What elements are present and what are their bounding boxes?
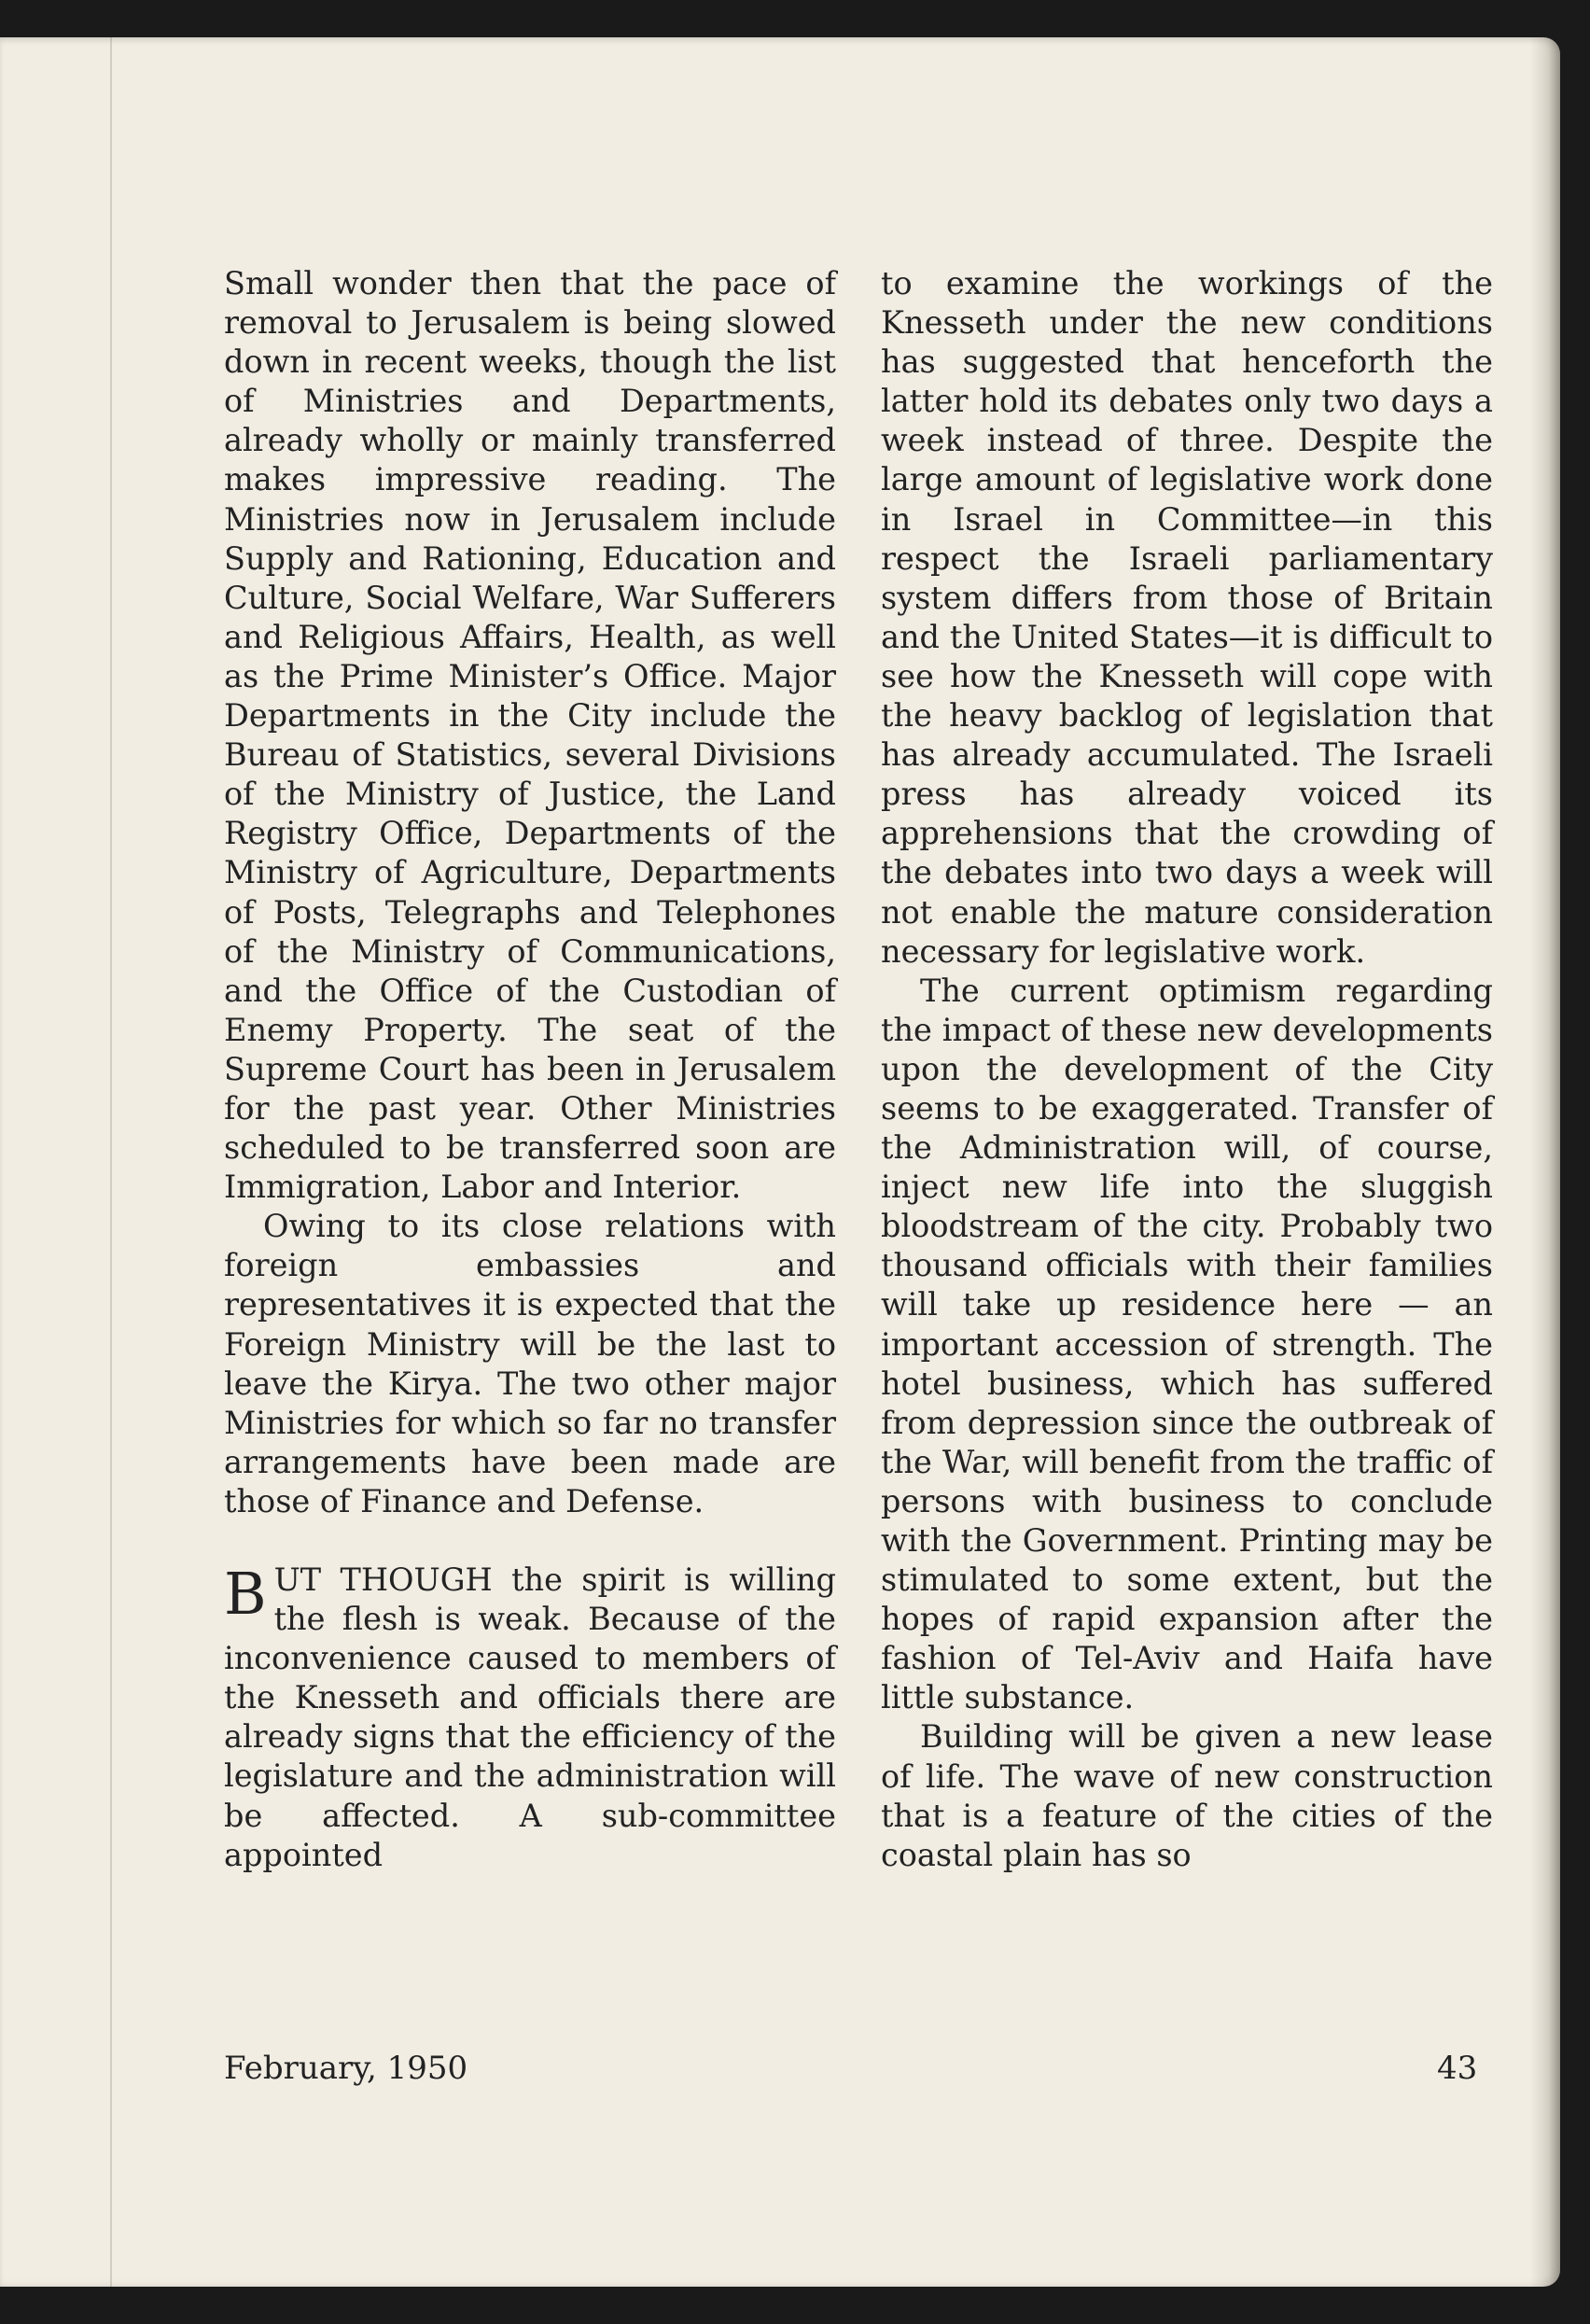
right-column xyxy=(881,264,1493,1875)
right-paragraph-1: to examine the workings of the Knesseth under the new conditions has suggested that henceforth the latter hold its debates only two days a week instead of three. Despite the large amount of legislative work done in Israel in Committee—in this respect the Israeli parliamentary system differs from those of Britain and the United States—it is difficult to see how the Knesseth will cope with the heavy backlog of legislation that has already accumulated. The Israeli press has already voiced its apprehensions that the crowding of the debates into two days a week will not enable the mature consideration necessary for legislative work. xyxy=(881,265,1493,970)
drop-cap: B xyxy=(224,1560,267,1628)
left-column xyxy=(224,264,836,1875)
page-edge-shadow xyxy=(1530,37,1560,2287)
binding-crease xyxy=(110,37,112,2287)
left-paragraph-1: Small wonder then that the pace of removal to Jerusalem is being slowed down in recent weeks, though the list of Ministries and Departments, already wholly or mainly transferred makes impressive reading. The Ministries now in Jerusalem include Supply and Rationing, Education and Culture, Social Welfare, War Sufferers and Religious Affairs, Health, as well as the Prime Minister’s Office. Major Departments in the City include the Bureau of Statistics, several Divisions of the Ministry of Justice, the Land Registry Office, Departments of the Ministry of Agriculture, Departments of Posts, Telegraphs and Telephones of the Ministry of Communications, and the Office of the Custodian of Enemy Property. The seat of the Supreme Court has been in Jerusalem for the past year. Other Ministries scheduled to be transferred soon are Immigration, Labor and Interior. xyxy=(224,265,836,1206)
right-paragraph-2: The current optimism regarding the impact of these new developments upon the development of the City seems to be exaggerated. Transfer of the Administration will, of course, inject new life into the sluggish bloodstream of the city. Probably two thousand officials with their families will take up residence here — an important accession of strength. The hotel business, which has suffered from depression since the outbreak of the War, will benefit from the traffic of persons with business to conclude with the Government. Printing may be stimulated to some extent, but the hopes of rapid expansion after the fashion of Tel-Aviv and Haifa have little substance. xyxy=(881,972,1493,1716)
footer-date: February, 1950 xyxy=(224,2050,468,2087)
left-paragraph-3-text: UT THOUGH the spirit is willing the flesh is weak. Because of the inconvenience caused to members of the Knesseth and officials there are already signs that the efficiency of the legislature and the administration will be affected. A sub-committee appointed xyxy=(224,1561,836,1873)
page-number: 43 xyxy=(1437,2050,1478,2087)
right-paragraph-3: Building will be given a new lease of life. The wave of new construction that is a feature of the cities of the coastal plain has so xyxy=(881,1718,1493,1873)
left-paragraph-3 xyxy=(224,1561,836,1875)
left-paragraph-2: Owing to its close relations with foreign embassies and representatives it is expected that the Foreign Ministry will be the last to leave the Kirya. The two other major Ministries for which so far no transfer arrangements have been made are those of Finance and Defense. xyxy=(224,1208,836,1519)
